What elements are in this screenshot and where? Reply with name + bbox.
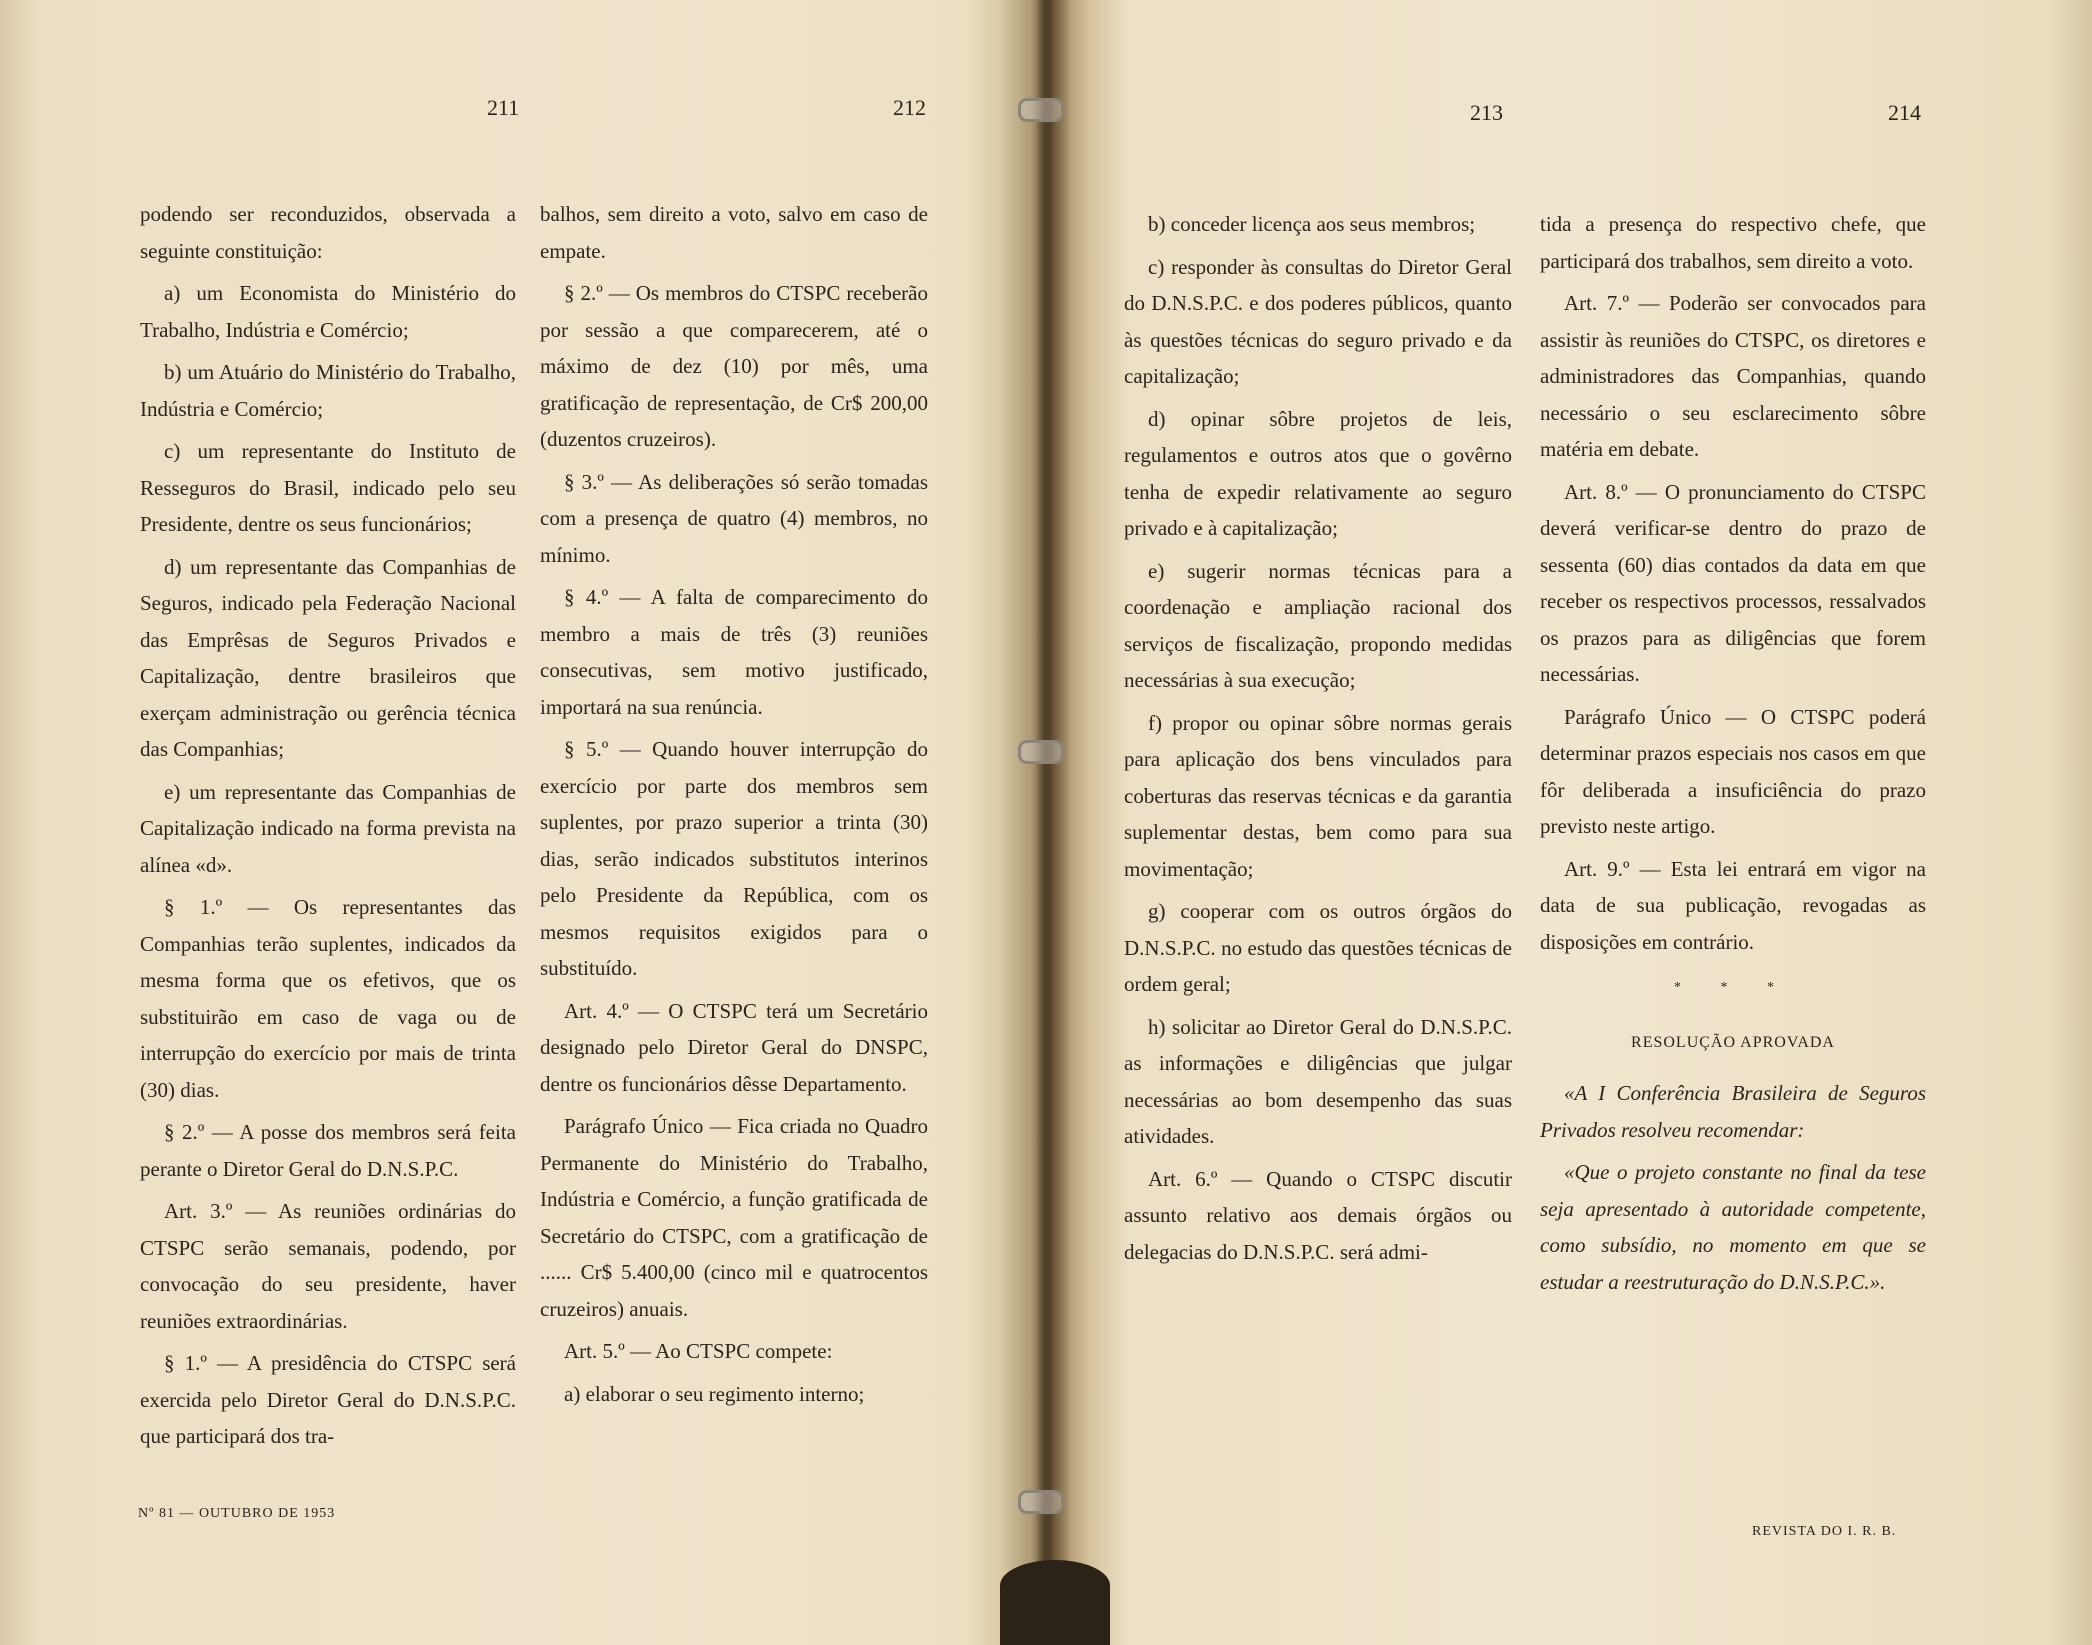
paragraph: h) solicitar ao Diretor Geral do D.N.S.P.C. as informações e diligências que julgar necessárias ao bom desempenho das suas atividades. — [1124, 1014, 1512, 1148]
paragraph: d) um representante das Companhias de Seguros, indicado pela Federação Nacional das Emprêsas de Seguros Privados e Capitalização, dentre brasileiros que exerçam administração ou gerência técnica das Companhias; — [140, 554, 516, 761]
paragraph: g) cooperar com os outros órgãos do D.N.S.P.C. no estudo das questões técnicas de ordem geral; — [1124, 899, 1512, 996]
paragraph: e) sugerir normas técnicas para a coordenação e ampliação racional dos serviços de fiscalização, propondo medidas necessárias à sua execução; — [1124, 558, 1512, 692]
paragraph: § 5.º — Quando houver interrupção do exercício por parte dos membros sem suplentes, por prazo superior a trinta (30) dias, serão indicados substitutos interinos pelo Presidente da República, com os mesmos requisitos exigidos para o substituído. — [540, 737, 928, 980]
paragraph: podendo ser reconduzidos, observada a seguinte constituição: — [140, 202, 516, 263]
binding-gap — [1000, 1560, 1110, 1645]
staple-bottom — [1018, 1490, 1064, 1514]
resolution-paragraph: «A I Conferência Brasileira de Seguros Privados resolveu recomendar: — [1540, 1081, 1926, 1142]
paragraph: c) responder às consultas do Diretor Geral do D.N.S.P.C. e dos poderes públicos, quanto às questões técnicas do seguro privado e da capitalização; — [1124, 254, 1512, 388]
paragraph: Art. 7.º — Poderão ser convocados para assistir às reuniões do CTSPC, os diretores e administradores das Companhias, quando necessário o seu esclarecimento sôbre matéria em debate. — [1540, 291, 1926, 461]
column-page-214 — [1540, 206, 1926, 1306]
paragraph: a) um Economista do Ministério do Trabalho, Indústria e Comércio; — [140, 281, 516, 342]
paragraph: balhos, sem direito a voto, salvo em caso de empate. — [540, 202, 928, 263]
page-number-212: 212 — [893, 95, 926, 120]
column-page-213 — [1124, 206, 1512, 1276]
paragraph: b) conceder licença aos seus membros; — [1148, 212, 1476, 236]
page-number-214: 214 — [1888, 100, 1921, 125]
paragraph: f) propor ou opinar sôbre normas gerais para aplicação dos bens vinculados para coberturas das reservas técnicas e da garantia suplementar destas, bem como para sua movimentação; — [1124, 710, 1512, 881]
paragraph: c) um representante do Instituto de Resseguros do Brasil, indicado pelo seu Presidente, dentre os seus funcionários; — [140, 439, 516, 536]
paragraph: Art. 8.º — O pronunciamento do CTSPC deverá verificar-se dentro do prazo de sessenta (60) dias contados da data em que receber os respectivos processos, ressalvados os prazos para as diligências que forem necessárias. — [1540, 479, 1926, 686]
paragraph: § 1.º — Os representantes das Companhias terão suplentes, indicados da mesma forma que os efetivos, que os substituirão em caso de vaga ou de interrupção do exercício por mais de trinta (30) dias. — [140, 895, 516, 1102]
section-divider-stars: * * * — [1674, 980, 1792, 995]
paragraph: Parágrafo Único — Fica criada no Quadro Permanente do Ministério do Trabalho, Indústria e Comércio, a função gratificada de Secretário do CTSPC, com a gratificação de ...... Cr$ 5.400,00 (cinco mil e quatrocentos cruzeiros) anuais. — [540, 1114, 928, 1321]
paragraph: Art. 9.º — Esta lei entrará em vigor na data de sua publicação, revogadas as disposições em contrário. — [1540, 856, 1926, 954]
resolution-title: RESOLUÇÃO APROVADA — [1631, 1033, 1835, 1051]
paragraph: Art. 6.º — Quando o CTSPC discutir assunto relativo aos demais órgãos ou delegacias do D.N.S.P.C. será admi- — [1124, 1166, 1512, 1264]
paragraph: § 2.º — A posse dos membros será feita perante o Diretor Geral do D.N.S.P.C. — [140, 1120, 516, 1181]
paragraph: § 3.º — As deliberações só serão tomadas com a presença de quatro (4) membros, no mínimo. — [540, 469, 928, 567]
footer-journal: REVISTA DO I. R. B. — [1752, 1524, 1897, 1539]
staple-middle — [1018, 740, 1064, 764]
staple-top — [1018, 98, 1064, 122]
page-number-211: 211 — [487, 95, 520, 120]
paragraph: § 1.º — A presidência do CTSPC será exercida pelo Diretor Geral do D.N.S.P.C. que participará dos tra- — [140, 1351, 516, 1448]
column-page-211 — [140, 196, 516, 1461]
paragraph: Art. 4.º — O CTSPC terá um Secretário designado pelo Diretor Geral do DNSPC, dentre os funcionários dêsse Departamento. — [540, 998, 928, 1096]
spine-shadow — [1000, 0, 1090, 1645]
paragraph: d) opinar sôbre projetos de leis, regulamentos e outros atos que o govêrno tenha de expedir relativamente ao seguro privado e à capitalização; — [1124, 406, 1512, 540]
paragraph: Art. 5.º — Ao CTSPC compete: — [564, 1339, 833, 1363]
paragraph: a) elaborar o seu regimento interno; — [564, 1381, 865, 1406]
paragraph: b) um Atuário do Ministério do Trabalho, Indústria e Comércio; — [140, 360, 516, 421]
paragraph: tida a presença do respectivo chefe, que participará dos trabalhos, sem direito a voto. — [1540, 212, 1926, 273]
footer-issue: Nº 81 — OUTUBRO DE 1953 — [138, 1506, 336, 1521]
paragraph: § 4.º — A falta de comparecimento do membro a mais de três (3) reuniões consecutivas, sem motivo justificado, importará na sua renúncia. — [540, 585, 928, 719]
paragraph: Parágrafo Único — O CTSPC poderá determinar prazos especiais nos casos em que fôr deliberada a insuficiência do prazo previsto neste artigo. — [1540, 704, 1926, 838]
column-page-212 — [540, 196, 928, 1418]
paragraph: Art. 3.º — As reuniões ordinárias do CTSPC serão semanais, podendo, por convocação do seu presidente, haver reuniões extraordinárias. — [140, 1199, 516, 1333]
resolution-paragraph: «Que o projeto constante no final da tese seja apresentado à autoridade competente, como subsídio, no momento em que se estudar a reestruturação do D.N.S.P.C.». — [1540, 1160, 1926, 1294]
page-number-213: 213 — [1470, 100, 1503, 125]
paragraph: e) um representante das Companhias de Capitalização indicado na forma prevista na alínea «d». — [140, 779, 516, 877]
paragraph: § 2.º — Os membros do CTSPC receberão por sessão a que comparecerem, até o máximo de dez (10) por mês, uma gratificação de representação, de Cr$ 200,00 (duzentos cruzeiros). — [540, 281, 928, 451]
